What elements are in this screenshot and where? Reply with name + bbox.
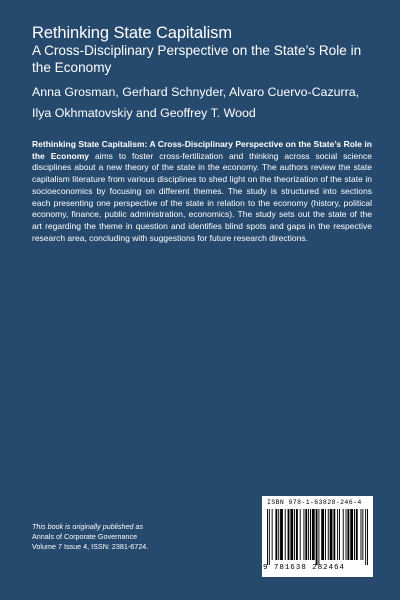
barcode-bar [362,509,363,560]
book-subtitle: A Cross-Disciplinary Perspective on the State’s Role in the Economy [32,43,362,75]
barcode-bar [294,509,295,560]
barcode-digits: 9 781638 282464 [263,564,345,572]
barcode-bar [310,509,311,560]
barcode-bar [290,509,293,560]
barcode-bar [325,509,326,560]
authors-line-1: Anna Grosman, Gerhard Schnyder, Alvaro Cuervo-Cazurra, [32,85,360,99]
publication-note [32,522,202,552]
barcode-bar [367,509,368,565]
barcode-bar [303,509,304,560]
barcode-bar [321,509,324,560]
publication-note-line-3: Volume 7 Issue 4, ISSN: 2381-6724. [32,542,149,551]
isbn-label: ISBN 978-1-63828-246-4 [267,499,362,506]
barcode-bar [343,509,344,560]
barcode-bar [347,509,349,560]
book-title: Rethinking State Capitalism [32,24,232,42]
description-body: aims to foster cross-fertilization and thinking across social science disciplines about a new theory of the state in the economy. The authors review the state capitalism literature from various disciplines to shed light on the theorization of the state in socioeconomics by focusing on different themes. The study is structured into sections each presenting one perspective of the state in relation to the economy (history, political economy, finance, public administration, economics). The study sets out the state of the art regarding the theme in question and identifies blind spots and gaps in the respective research area, concluding with suggestions for future research directions. [32,150,372,243]
barcode-bar [333,509,335,560]
barcode-bar [267,509,268,565]
barcode-bar [318,509,319,565]
barcode-bar [361,509,362,560]
barcode-bar [330,509,333,560]
barcode-bar [350,509,353,560]
barcode-bar [308,509,309,560]
barcode-bar [275,509,277,560]
book-description [32,139,372,244]
barcode-bar [278,509,279,560]
barcode-bar [300,509,301,560]
description-bold-lead: Rethinking State Capitalism: A Cross-Disciplinary Perspective on the State’s Role in the Economy [32,139,372,161]
publication-note-line-1: This book is originally published as [32,522,144,531]
barcode-bar [285,509,286,560]
barcode-bar [296,509,298,560]
barcode-bar [312,509,315,560]
barcode-bar [305,509,307,560]
barcode-bar [365,509,366,565]
barcode-bar [339,509,340,560]
barcode-bar [337,509,338,560]
barcode-bars [267,509,368,565]
authors-line-2: Ilya Okhmatovskiy and Geoffrey T. Wood [32,106,256,120]
barcode-bar [269,509,270,565]
publication-note-line-2: Annals of Corporate Governance [32,532,138,541]
authors [32,82,372,124]
barcode-bar [356,509,358,560]
barcode-bar [316,509,318,565]
barcode-bar [288,509,290,560]
barcode-bar [346,509,347,560]
barcode-bar [354,509,355,560]
barcode-bar [280,509,283,560]
barcode-bar [328,509,329,560]
isbn-barcode [262,496,373,577]
barcode-bar [272,509,273,560]
